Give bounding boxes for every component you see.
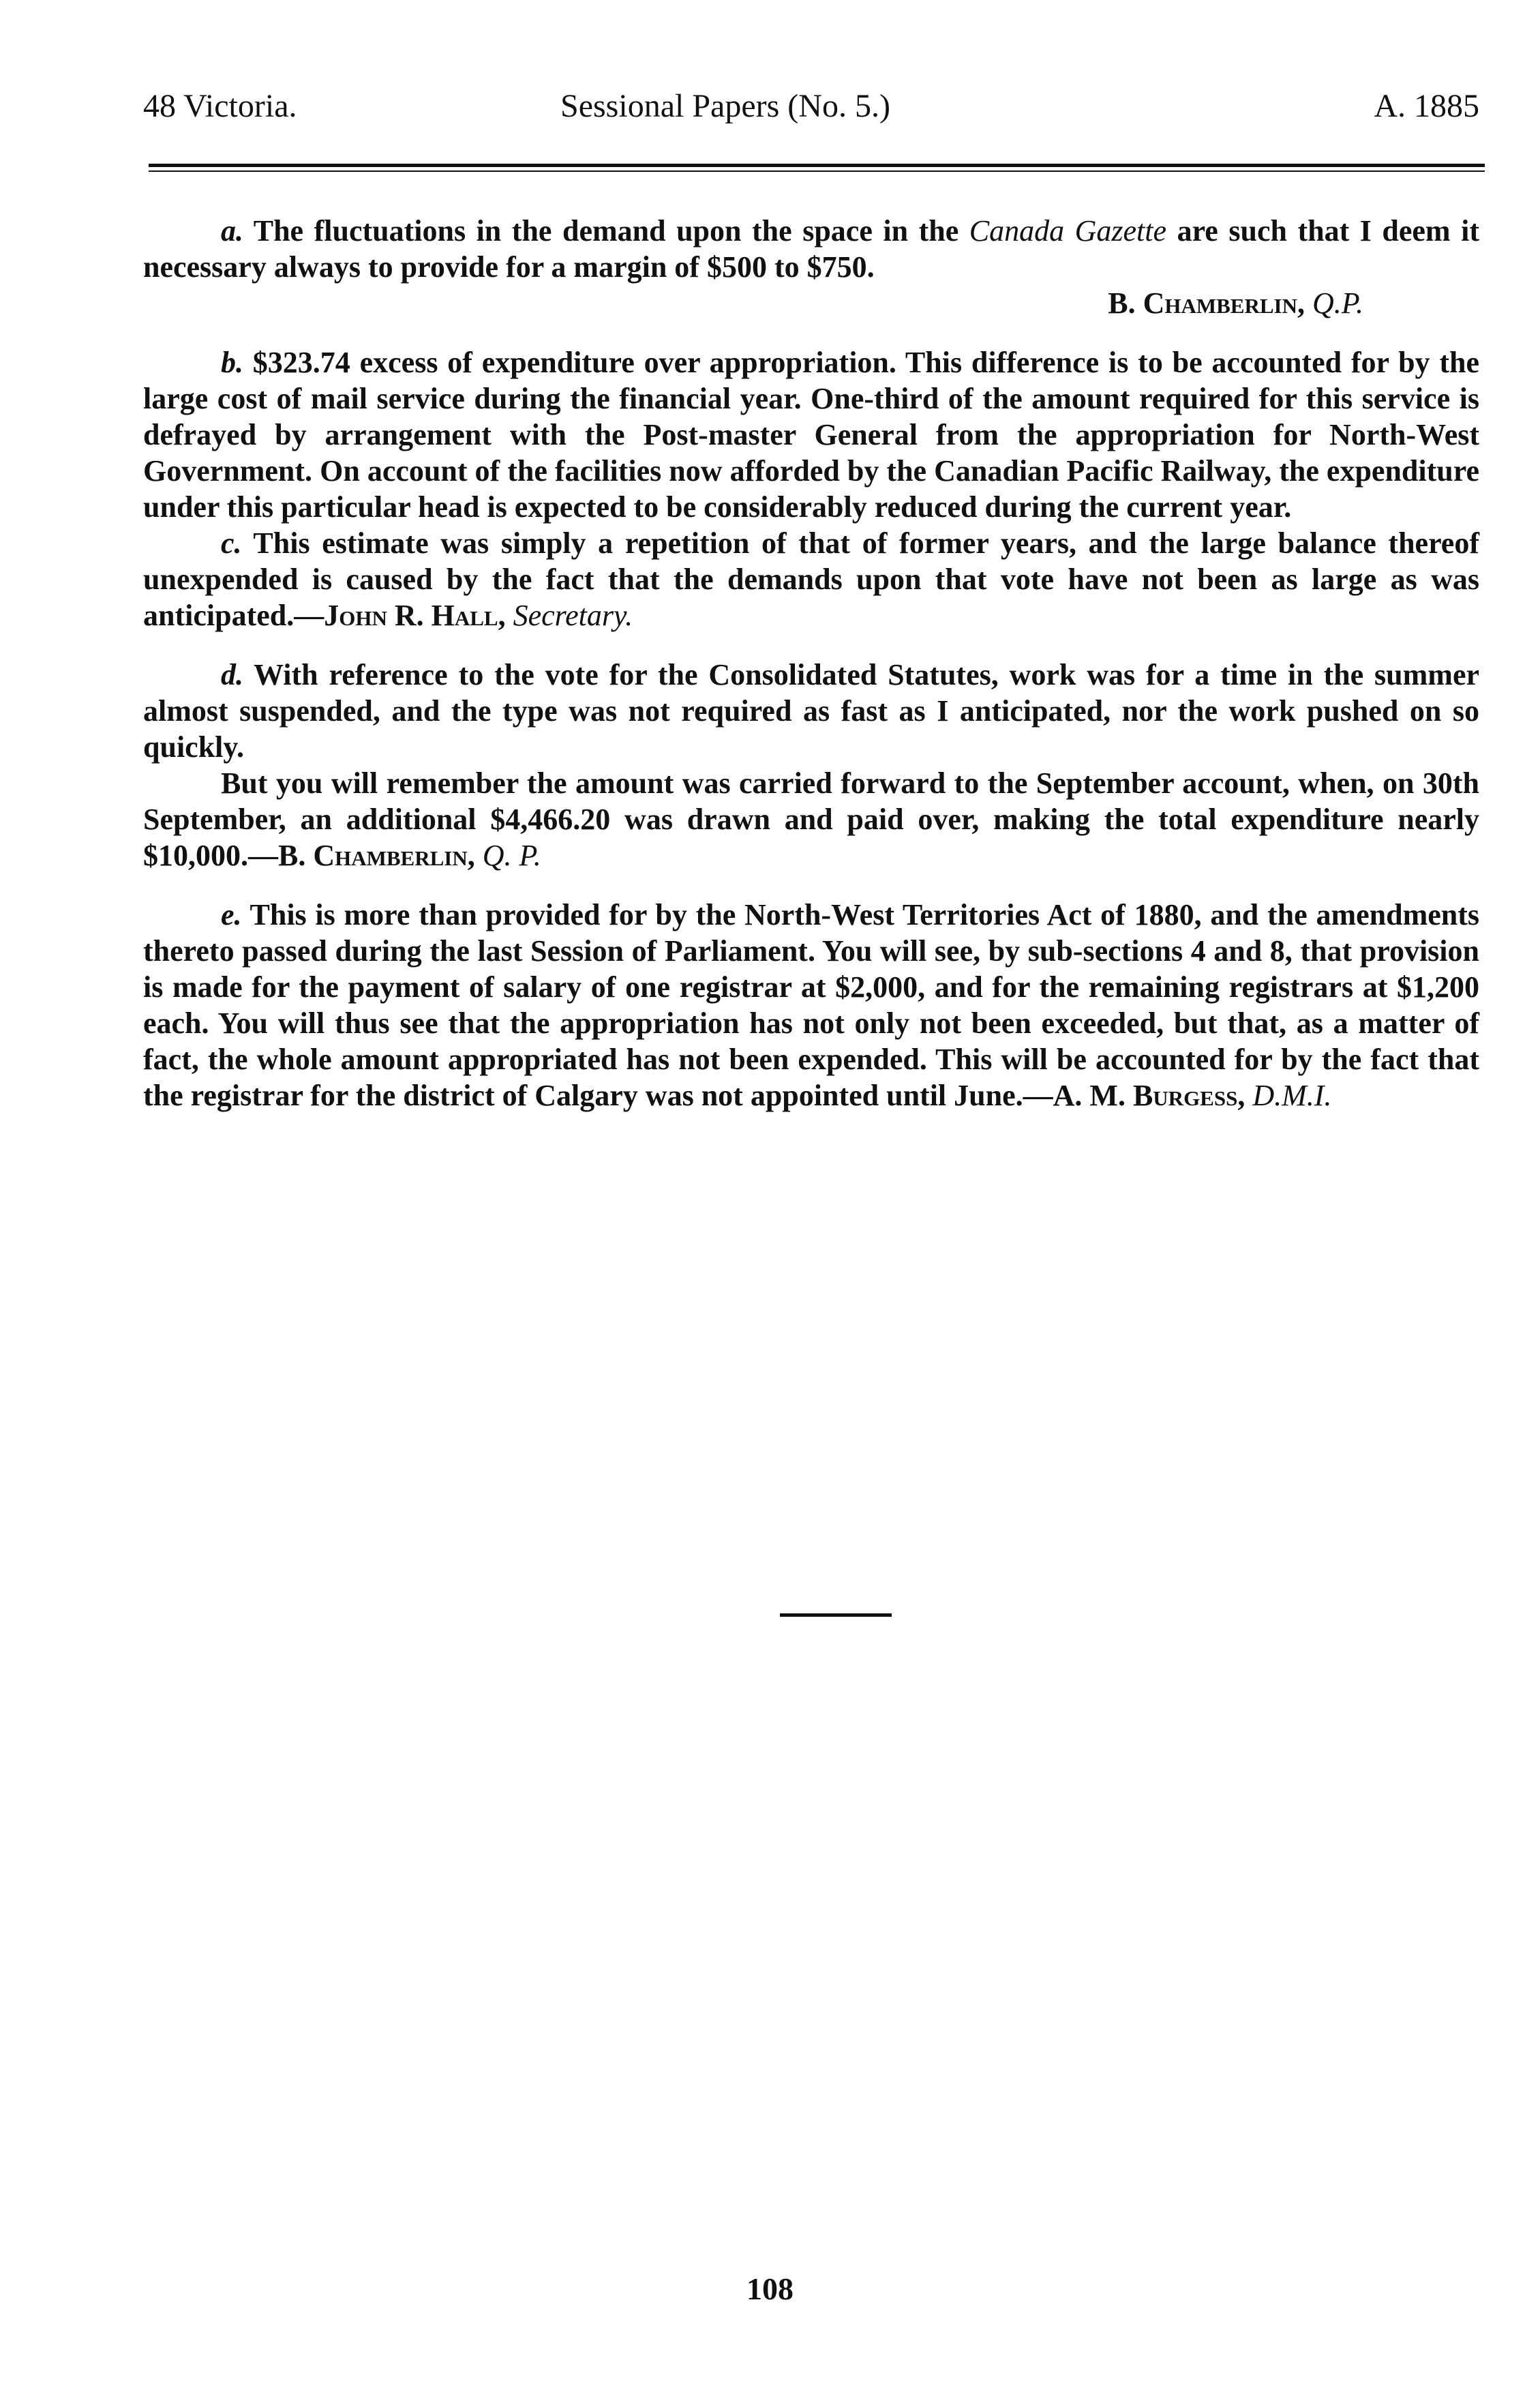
signature-d-name: B. Chamberlin, [278, 839, 475, 872]
paragraph-d-text2: But you will remember the amount was carried forward to the September account, when, on 30th September, an additional $4,466.20 was drawn and paid over, making the total expenditure nearly $10,000.— [143, 766, 1479, 872]
paragraph-e-text: This is more than provided for by the North-West Territories Act of 1880, and the amendments thereto passed during the last Session of Parliament. You will see, by sub-sections 4 and 8, that provision is made for the payment of salary of one registrar at $2,000, and for the remaining registrars at $1,200 each. You will thus see that the appropriation has not only not been exceeded, but that, as a matter of fact, the whole amount appropriated has not been expended. This will be accounted for by the fact that the registrar for the district of Calgary was not appointed until June.— [143, 898, 1479, 1112]
paragraph-c-text: This estimate was simply a repetition of that of former years, and the large balance thereof unexpended is caused by the fact that the demands upon that vote have not been as large as was anticipated.— [143, 526, 1479, 632]
paragraph-a-text-after: are such that I deem it necessary always to provide for a margin of $500 to $750. [143, 214, 1479, 284]
paragraph-a-text-before: The fluctuations in the demand upon the space in the [243, 214, 969, 248]
paragraph-d2 [143, 765, 1479, 874]
header-year: A. 1885 [1374, 88, 1479, 124]
paragraph-c [143, 525, 1479, 633]
signature-d-title: Q. P. [482, 839, 541, 872]
paragraph-d-text: With reference to the vote for the Consolidated Statutes, work was for a time in the summer almost suspended, and the type was not required as fast as I anticipated, nor the work pushed on so quickly. [143, 658, 1479, 764]
paragraph-b-text: $323.74 excess of expenditure over appropriation. This difference is to be accounted for by the large cost of mail service during the financial year. One-third of the amount required for this service is defrayed by arrangement with the Post-master General from the appropriation for North-West Government. On account of the facilities now afforded by the Canadian Pacific Railway, the expenditure under this particular head is expected to be considerably reduced during the current year. [143, 346, 1479, 524]
paragraph-a-italic: Canada Gazette [969, 214, 1167, 248]
signature-e-title: D.M.I. [1252, 1079, 1332, 1112]
header-rule-thin [149, 170, 1485, 172]
signature-c-title: Secretary. [513, 599, 633, 632]
paragraph-e-label: e. [221, 898, 242, 931]
page-number: 108 [746, 2271, 794, 2306]
end-rule [780, 1613, 892, 1617]
paragraph-d-label: d. [221, 658, 243, 691]
running-header [143, 87, 1479, 135]
signature-a-name: B. Chamberlin, [1108, 286, 1305, 320]
paragraph-a [143, 213, 1479, 285]
header-session: 48 Victoria. [143, 88, 297, 124]
signature-c-name: John R. Hall, [324, 599, 506, 632]
signature-a [143, 285, 1479, 321]
paragraph-c-label: c. [221, 526, 242, 560]
paragraph-d [143, 657, 1479, 765]
paragraph-e [143, 897, 1479, 1114]
paragraph-b [143, 344, 1479, 525]
header-title: Sessional Papers (No. 5.) [560, 88, 890, 124]
paragraph-a-label: a. [221, 214, 243, 248]
body-text [143, 213, 1479, 1114]
signature-a-title: Q.P. [1312, 286, 1363, 320]
signature-e-name: A. M. Burgess, [1053, 1079, 1245, 1112]
header-rule [149, 164, 1485, 167]
paragraph-b-label: b. [221, 346, 243, 379]
